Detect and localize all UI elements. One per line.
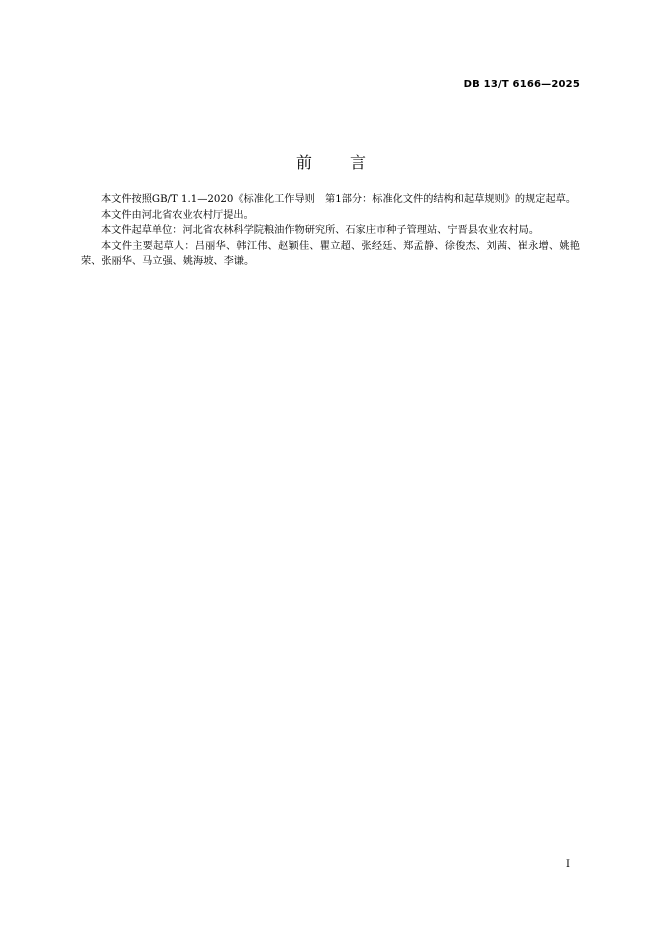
foreword-body [81, 192, 580, 270]
title-char-2: 言 [350, 153, 367, 172]
paragraph-drafters: 本文件主要起草人：吕丽华、韩江伟、赵颖佳、瞿立超、张经廷、郑孟静、徐俊杰、刘茜、崔永增、姚艳荣、张丽华、马立强、姚海坡、李谦。 [81, 240, 580, 267]
paragraph-proposer: 本文件由河北省农业农村厅提出。 [101, 209, 254, 221]
document-number: DB 13/T 6166—2025 [463, 79, 580, 90]
paragraph-drafting-units: 本文件起草单位：河北省农林科学院粮油作物研究所、石家庄市种子管理站、宁晋县农业农村局。 [101, 225, 540, 236]
paragraph-drafting-basis: 本文件按照GB/T 1.1—2020《标准化工作导则 第1部分：标准化文件的结构和起草规则》的规定起草。 [101, 194, 577, 205]
page-number: I [566, 859, 570, 870]
title-char-1: 前 [295, 153, 312, 172]
section-title [0, 150, 662, 173]
